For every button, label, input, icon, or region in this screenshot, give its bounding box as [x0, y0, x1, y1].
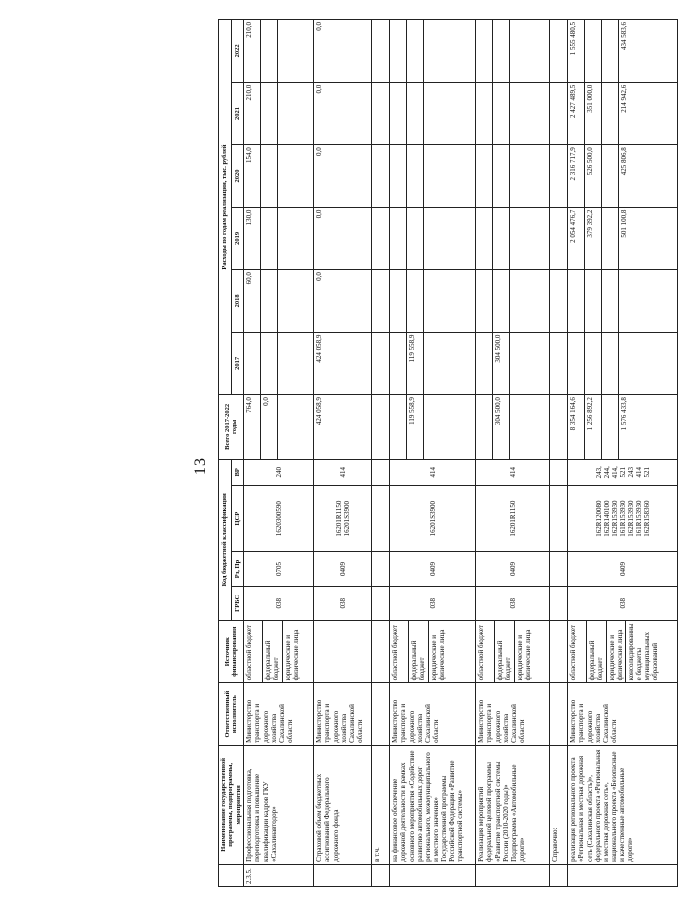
row-rzpr [550, 552, 568, 586]
row-executor: Министерство транспорта и дорожного хозяйства Сахалинской области [244, 683, 314, 745]
row-grbs: 038 [390, 586, 476, 620]
row-y2021-line [261, 83, 278, 144]
row-y2017-line [510, 333, 526, 394]
row-y2018-line [510, 270, 526, 331]
row-name: реализация регионального проекта «Региональная и местная дорожная сеть (Сахалинская область)», федерального проекта «Региональная и местная дорожная сеть», национального проекта «Безопасные и качественные автомобильные дороги» [568, 745, 678, 864]
row-y2022 [390, 20, 476, 83]
row-total-line [476, 395, 493, 459]
row-vr: 240 [244, 459, 314, 485]
row-y2017-line [602, 333, 619, 394]
row-num [476, 864, 550, 886]
row-y2021-line [424, 83, 440, 144]
row-y2018 [372, 270, 390, 332]
row-y2019-line [278, 208, 294, 269]
row-y2018-line [619, 270, 635, 331]
row-y2022-line [493, 20, 510, 82]
row-total [550, 395, 568, 460]
row-total-line [278, 395, 294, 459]
row-y2020-line: 2 316 717,9 [568, 145, 585, 206]
row-y2019 [372, 207, 390, 269]
row-grbs [550, 586, 568, 620]
row-y2017-line [372, 333, 388, 394]
row-total-line: 0,0 [261, 395, 278, 459]
row-y2017-line [390, 333, 407, 394]
row-y2020-line [550, 145, 566, 206]
row-y2021 [476, 82, 550, 144]
row-grbs: 038 [314, 586, 372, 620]
row-y2019-line: 0,0 [315, 209, 324, 219]
row-vr: 414 [314, 459, 372, 485]
header-source: Источник финансирования [219, 620, 244, 682]
source-item: консолидированные бюджеты муниципальных образований [626, 623, 659, 681]
row-y2019-line [407, 208, 424, 269]
row-rzpr: 0409 [476, 552, 550, 586]
row-csr: 16201S3900 [390, 485, 476, 552]
row-sources [372, 620, 390, 682]
row-grbs: 038 [244, 586, 314, 620]
row-y2020-line [424, 145, 440, 206]
table-body [244, 20, 678, 887]
row-csr: 16201R1150 16201S3900 [314, 485, 372, 552]
row-y2021 [314, 82, 372, 144]
row-y2018-line [493, 270, 510, 331]
header-num [219, 864, 244, 886]
row-executor [550, 683, 568, 745]
row-y2020 [244, 145, 314, 207]
source-item: юридические и физические лица [283, 629, 300, 681]
row-y2019-line [261, 208, 278, 269]
row-y2022-line [261, 20, 278, 82]
row-num [390, 864, 476, 886]
source-item: федеральный бюджет [587, 621, 606, 682]
row-y2018-line [261, 270, 278, 331]
table-row [244, 20, 314, 887]
row-sources [476, 620, 550, 682]
row-y2018-line [585, 270, 602, 331]
row-y2020 [314, 145, 372, 207]
row-y2017-line: 304 500,0 [493, 333, 510, 394]
row-total-line: 119 558,9 [407, 395, 424, 459]
row-total-line: 424 058,9 [315, 397, 324, 426]
row-y2021-line: 0,0 [315, 84, 324, 94]
row-y2018 [390, 270, 476, 332]
row-vr: 414 [390, 459, 476, 485]
row-y2018-line: 0,0 [315, 272, 324, 281]
row-y2018 [476, 270, 550, 332]
header-year-2022: 2022 [231, 20, 244, 83]
row-y2022-line: 0,0 [315, 22, 324, 31]
row-y2022 [476, 20, 550, 83]
header-year-2019: 2019 [231, 207, 244, 269]
header-csr: ЦСР [231, 485, 244, 552]
row-y2021 [390, 82, 476, 144]
table-row [568, 20, 678, 887]
source-item: юридические и физические лица [607, 621, 626, 682]
row-y2017-line [244, 333, 261, 394]
row-y2017 [244, 332, 314, 394]
row-y2017 [314, 332, 372, 394]
row-csr: 162R120080 162R140100 162R153930 161R153930 162R153930 161R153930 162R158360 [568, 485, 678, 552]
row-y2018-line [568, 270, 585, 331]
row-name: в т.ч. [372, 745, 390, 864]
row-y2017 [390, 332, 476, 394]
row-y2020-line [493, 145, 510, 206]
row-rzpr: 0409 [568, 552, 678, 586]
row-y2020-line: 154,0 [244, 145, 261, 206]
row-rzpr: 0409 [390, 552, 476, 586]
header-year-2017: 2017 [231, 332, 244, 394]
row-y2017-line [550, 333, 566, 394]
row-y2017 [550, 332, 568, 394]
row-y2017-line: 119 558,9 [407, 333, 424, 394]
row-y2019-line [476, 208, 493, 269]
row-y2020-line [510, 145, 526, 206]
row-y2019-line: 2 054 476,7 [568, 208, 585, 269]
row-y2018-line [550, 270, 566, 331]
row-y2020 [390, 145, 476, 207]
table-row [390, 20, 476, 887]
row-total [476, 395, 550, 460]
row-y2019-line [510, 208, 526, 269]
row-vr: 243, 244, 414, 521 243 414 521 [568, 459, 678, 485]
row-vr [372, 459, 390, 485]
row-y2019-line: 501 100,8 [620, 209, 629, 238]
row-rzpr: 0705 [244, 552, 314, 586]
row-y2019-line [372, 208, 388, 269]
budget-table [218, 19, 678, 887]
row-y2017 [372, 332, 390, 394]
row-y2020-line [407, 145, 424, 206]
row-y2017-line [568, 333, 585, 394]
row-y2017 [476, 332, 550, 394]
row-vr: 414 [476, 459, 550, 485]
row-y2018 [568, 270, 678, 332]
row-num [550, 864, 568, 886]
row-y2018-line [476, 270, 493, 331]
header-rzpr: Рз, Пр [231, 552, 244, 586]
header-executor: Ответственный исполнитель [219, 683, 244, 745]
row-y2020-line [261, 145, 278, 206]
row-y2018 [244, 270, 314, 332]
row-grbs: 038 [476, 586, 550, 620]
page-number: 13 [192, 457, 209, 475]
row-num: 2.3.5. [244, 864, 314, 886]
row-rzpr [372, 552, 390, 586]
row-y2017-line [476, 333, 493, 394]
row-grbs: 038 [568, 586, 678, 620]
row-num [372, 864, 390, 886]
row-total-line [602, 395, 619, 459]
row-total-line: 8 354 164,6 [568, 395, 585, 459]
row-total-line: 764,0 [244, 395, 261, 459]
row-y2018-line [602, 270, 619, 331]
row-sources [314, 620, 372, 682]
row-y2022-line: 434 583,6 [620, 22, 629, 50]
source-item: областной бюджет [476, 621, 495, 682]
header-expenses-group: Расходы по годам реализации, тыс. рублей [219, 20, 232, 395]
row-executor: Министерство транспорта и дорожного хозяйства Сахалинской области [390, 683, 476, 745]
header-budget-code-group: Код бюджетной классификации [219, 459, 232, 620]
row-y2019-line [390, 208, 407, 269]
row-grbs [372, 586, 390, 620]
row-y2021-line [602, 83, 619, 144]
row-y2018-line [278, 270, 294, 331]
source-item: федеральный бюджет [409, 621, 428, 682]
row-name: Профессиональная подготовка, переподготовка и повышение квалификации кадров ГКУ «Сахалинавтодор» [244, 745, 314, 864]
row-total-line: 1 576 433,8 [620, 397, 629, 431]
row-y2017-line: 424 058,9 [315, 334, 324, 363]
row-executor: Министерство транспорта и дорожного хозяйства Сахалинской области [568, 683, 678, 745]
row-y2022 [568, 20, 678, 83]
row-y2019 [314, 207, 372, 269]
row-total-line: 1 256 892,2 [585, 395, 602, 459]
row-sources [390, 620, 476, 682]
row-y2022-line: 210,0 [244, 20, 261, 82]
table-row [476, 20, 550, 887]
row-y2019-line [550, 208, 566, 269]
row-y2022-line [476, 20, 493, 82]
row-y2020-line: 425 806,8 [620, 147, 629, 176]
row-y2019 [244, 207, 314, 269]
table-header [219, 20, 244, 887]
row-total [244, 395, 314, 460]
row-y2018 [314, 270, 372, 332]
row-y2019-line [493, 208, 510, 269]
row-y2022-line [390, 20, 407, 82]
row-y2019-line [424, 208, 440, 269]
source-item: областной бюджет [568, 621, 587, 682]
row-y2022 [244, 20, 314, 83]
row-y2022-line [424, 20, 440, 82]
row-rzpr: 0409 [314, 552, 372, 586]
row-y2019 [550, 207, 568, 269]
row-y2022-line [510, 20, 526, 82]
header-name: Наименование государственной программы, подпрограммы, мероприятия [219, 745, 244, 864]
row-y2021-line [493, 83, 510, 144]
source-item: федеральный бюджет [495, 621, 514, 682]
row-name: Справочно: [550, 745, 568, 864]
row-sources [568, 620, 678, 682]
header-year-2018: 2018 [231, 270, 244, 332]
table-row [372, 20, 390, 887]
row-y2017-line [424, 333, 440, 394]
row-y2021-line [407, 83, 424, 144]
row-y2018-line [372, 270, 388, 331]
row-y2022-line: 1 555 480,5 [568, 20, 585, 82]
row-num [568, 864, 678, 886]
source-item: областной бюджет [390, 621, 409, 682]
row-total-line [510, 395, 526, 459]
row-y2020-line [372, 145, 388, 206]
row-y2018-line: 60,0 [244, 270, 261, 331]
row-y2021-line [550, 83, 566, 144]
row-num [314, 864, 372, 886]
row-y2020-line [278, 145, 294, 206]
row-y2017 [568, 332, 678, 394]
source-item: областной бюджет [244, 621, 263, 682]
row-executor: Министерство транспорта и дорожного хозяйства Сахалинской области [476, 683, 550, 745]
row-y2020-line [390, 145, 407, 206]
row-y2022 [550, 20, 568, 83]
row-y2021 [568, 82, 678, 144]
row-y2021-line: 210,0 [244, 83, 261, 144]
row-y2019 [390, 207, 476, 269]
row-y2018-line [424, 270, 440, 331]
row-y2020-line: 0,0 [315, 147, 324, 156]
row-total [372, 395, 390, 460]
row-y2018 [550, 270, 568, 332]
row-name: на финансовое обеспечение дорожной деятельности в рамках основного мероприятия «Содействие развитию автомобильных дорог регионального, межмуниципального и местного значения» Государственной программы Российской Федерации «Развитие транспортной системы» [390, 745, 476, 864]
row-total [390, 395, 476, 460]
row-vr [550, 459, 568, 485]
row-csr: 16201R1150 [476, 485, 550, 552]
row-y2021-line [476, 83, 493, 144]
row-y2017-line [619, 333, 635, 394]
source-item: юридические и физические лица [515, 629, 532, 681]
row-y2019 [568, 207, 678, 269]
row-y2021-line [278, 83, 294, 144]
row-y2022-line [602, 20, 619, 82]
row-executor [372, 683, 390, 745]
row-csr [550, 485, 568, 552]
row-sources [244, 620, 314, 682]
source-item: федеральный бюджет [263, 621, 282, 682]
row-y2017-line [278, 333, 294, 394]
row-total [568, 395, 678, 460]
row-y2021-line [390, 83, 407, 144]
row-executor: Министерство транспорта и дорожного хозяйства Сахалинской области [314, 683, 372, 745]
row-y2017-line [585, 333, 602, 394]
row-y2021 [372, 82, 390, 144]
header-vr: ВР [231, 459, 244, 485]
row-y2019-line: 130,0 [244, 208, 261, 269]
row-sources [550, 620, 568, 682]
source-item: юридические и физические лица [429, 629, 446, 681]
table-row [314, 20, 372, 887]
header-year-2021: 2021 [231, 82, 244, 144]
row-y2018-line [407, 270, 424, 331]
row-y2021-line: 214 942,6 [620, 84, 629, 113]
row-csr: 1620300590 [244, 485, 314, 552]
row-name: Страховой объем бюджетных ассигнований Федерального дорожного фонда [314, 745, 372, 864]
row-y2017-line [261, 333, 278, 394]
row-total-line [372, 395, 388, 459]
row-total-line [390, 395, 407, 459]
table-row [550, 20, 568, 887]
row-y2021 [550, 82, 568, 144]
row-y2020 [550, 145, 568, 207]
row-y2022 [372, 20, 390, 83]
row-y2018-line [390, 270, 407, 331]
row-y2020 [476, 145, 550, 207]
row-y2022 [314, 20, 372, 83]
row-y2019-line: 379 392,2 [585, 208, 602, 269]
row-y2019-line [602, 208, 619, 269]
row-name: Реализация мероприятий федеральной целевой программы «Развитие транспортной системы России (2010-2020 годы)» Подпрограмма «Автомобильные дороги» [476, 745, 550, 864]
row-total-line [424, 395, 440, 459]
row-y2021 [244, 82, 314, 144]
header-year-2020: 2020 [231, 145, 244, 207]
row-y2022-line [407, 20, 424, 82]
row-y2020 [568, 145, 678, 207]
row-total [314, 395, 372, 460]
row-y2020-line: 526 500,0 [585, 145, 602, 206]
row-y2022-line [550, 20, 566, 82]
header-total: Всего 2017-2022 годы [219, 395, 244, 460]
row-total-line: 304 500,0 [493, 395, 510, 459]
row-y2022-line [278, 20, 294, 82]
row-y2022-line [585, 20, 602, 82]
row-csr [372, 485, 390, 552]
row-y2020 [372, 145, 390, 207]
row-total-line [550, 395, 566, 459]
row-y2021-line [372, 83, 388, 144]
row-y2019 [476, 207, 550, 269]
row-y2020-line [602, 145, 619, 206]
row-y2022-line [372, 20, 388, 82]
row-y2021-line: 2 427 489,5 [568, 83, 585, 144]
row-y2021-line: 351 000,0 [585, 83, 602, 144]
row-y2020-line [476, 145, 493, 206]
row-y2021-line [510, 83, 526, 144]
header-grbs: ГРБС [231, 586, 244, 620]
